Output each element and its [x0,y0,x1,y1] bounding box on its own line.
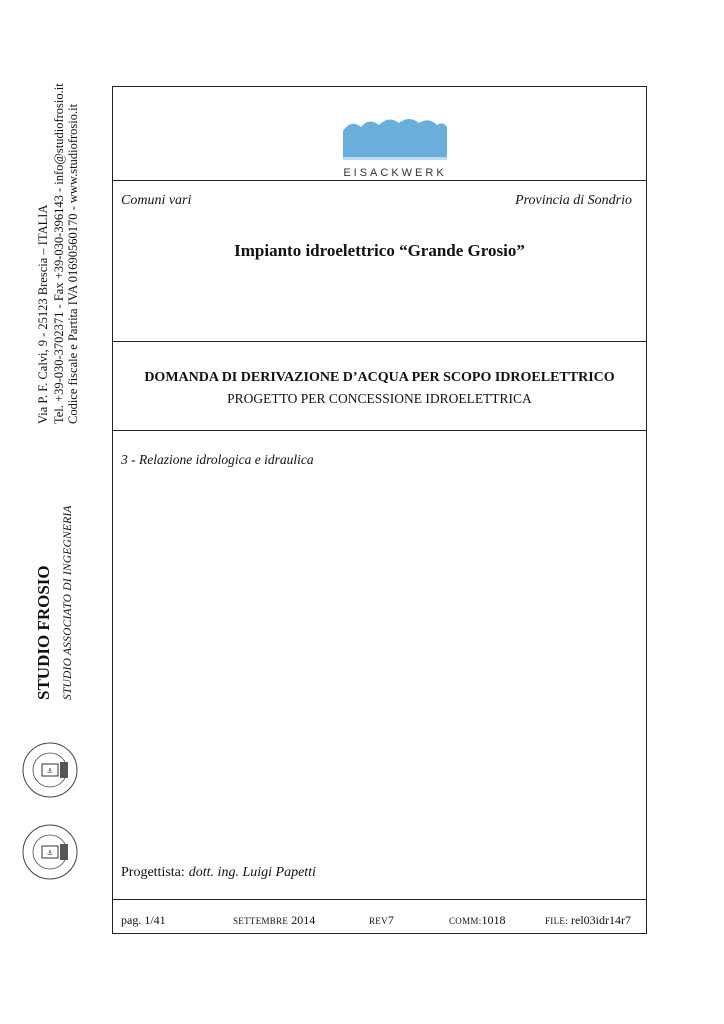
report-title: 3 - Relazione idrologica e idraulica [121,452,314,467]
certification-seal-quality [20,822,80,882]
footer-year: 2014 [291,913,316,927]
divider [113,899,646,900]
footer-page: pag. 1/41 [121,913,166,927]
divider [113,180,646,181]
company-logo [339,101,451,181]
footer-file-label: FILE: [545,916,568,926]
designer-label: Progettista: [121,865,185,880]
divider [113,430,646,431]
svg-text:⚓: ⚓ [46,767,54,775]
studio-name: STUDIO FROSIO [34,565,53,700]
footer-comm-label: COMM: [449,916,482,926]
footer-rev [369,913,394,928]
address-line-2: Tel. +39-030-3702371 - Fax +39-030-396143 - info@studiofrosio.it [52,83,66,424]
footer-month: SETTEMBRE [233,916,289,926]
footer-comm [449,913,506,928]
designer-line [121,865,316,881]
comuni-label: Comuni vari [121,193,192,208]
certification-seal-icon [20,822,80,882]
project-subheading: PROGETTO PER CONCESSIONE IDROELETTRICA [227,391,532,406]
studio-subtitle: STUDIO ASSOCIATO DI INGEGNERIA [62,505,74,700]
footer-rev-value: 7 [387,913,394,927]
address-line-3: Codice fiscale e Partita IVA 01690560170 - www.studiofrosio.it [66,103,80,424]
logo-text: EISACKWERK [343,167,447,179]
svg-text:⚓: ⚓ [46,849,54,857]
footer-file [545,913,631,928]
footer-comm-value: 1018 [481,913,506,927]
footer-date [233,913,315,928]
request-heading: DOMANDA DI DERIVAZIONE D’ACQUA PER SCOPO IDROELETTRICO [144,370,615,385]
project-title: Impianto idroelettrico “Grande Grosio” [234,241,525,260]
certification-seal-icon [20,740,80,800]
wave-logo-icon [339,101,451,163]
address-line-1: Via P. F. Calvi, 9 - 25123 Brescia – ITALIA [36,204,50,424]
document-frame [112,86,647,934]
certification-seal-environment [20,740,80,800]
footer-rev-label: REV [369,916,388,926]
divider [113,341,646,342]
footer-file-value: rel03idr14r7 [571,913,631,927]
designer-name: dott. ing. Luigi Papetti [188,865,316,880]
provincia-label: Provincia di Sondrio [515,193,632,208]
